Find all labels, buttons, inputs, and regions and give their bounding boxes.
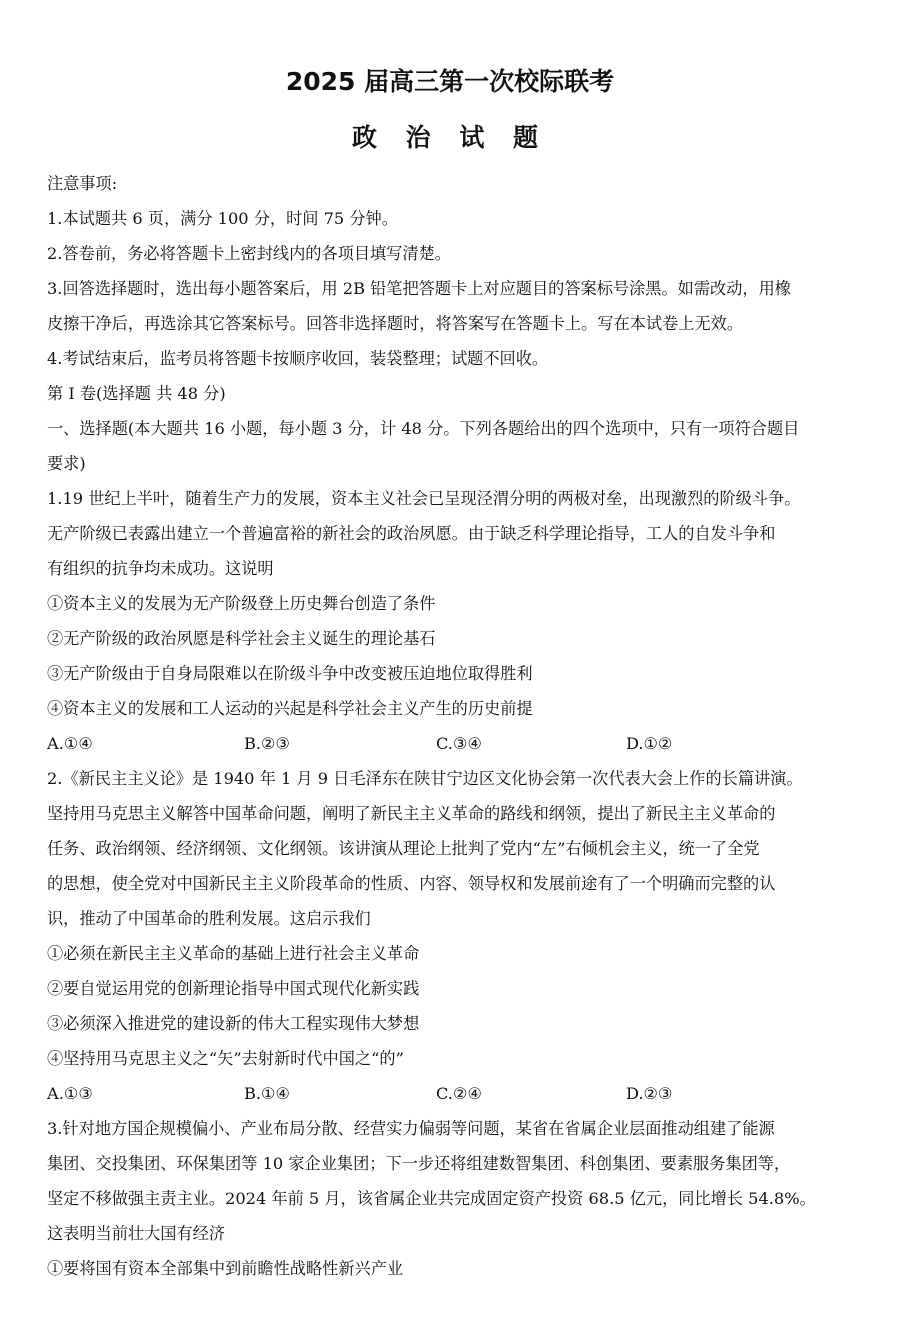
notice-heading: 注意事项:	[47, 174, 118, 193]
question-3-stem: 这表明当前壮大国有经济	[47, 1224, 226, 1243]
section-intro: 一、选择题(本大题共 16 小题，每小题 3 分，计 48 分。下列各题给出的四个选项中，只有一项符合题目	[47, 419, 800, 438]
exam-title: 2025 届高三第一次校际联考	[285, 67, 615, 96]
question-1-option-b: B.②③	[244, 734, 291, 753]
notice-line: 2.答卷前，务必将答题卡上密封线内的各项目填写清楚。	[47, 244, 451, 263]
question-1-stem: 有组织的抗争均未成功。这说明	[47, 559, 274, 578]
question-2-item: ②要自觉运用党的创新理论指导中国式现代化新实践	[47, 979, 420, 998]
question-2-option-b: B.①④	[244, 1084, 291, 1103]
question-2-item: ①必须在新民主主义革命的基础上进行社会主义革命	[47, 944, 420, 963]
question-1-stem: 无产阶级已表露出建立一个普遍富裕的新社会的政治夙愿。由于缺乏科学理论指导，工人的自发斗争和	[47, 524, 776, 543]
question-1-option-a: A.①④	[47, 734, 93, 753]
notice-line: 4.考试结束后，监考员将答题卡按顺序收回，装袋整理；试题不回收。	[47, 349, 549, 368]
question-2-option-d: D.②③	[626, 1084, 673, 1103]
notice-line: 3.回答选择题时，选出每小题答案后，用 2B 铅笔把答题卡上对应题目的答案标号涂黑。如需改动，用橡	[47, 279, 791, 298]
question-1-item: ④资本主义的发展和工人运动的兴起是科学社会主义产生的历史前提	[47, 699, 533, 718]
section-title: 第 I 卷(选择题 共 48 分)	[47, 384, 226, 403]
question-3-stem: 坚定不移做强主责主业。2024 年前 5 月，该省属企业共完成固定资产投资 68.5 亿元，同比增长 54.8%。	[47, 1189, 816, 1208]
section-intro: 要求)	[47, 454, 86, 473]
question-2-option-c: C.②④	[436, 1084, 482, 1103]
question-3-stem: 集团、交投集团、环保集团等 10 家企业集团；下一步还将组建数智集团、科创集团、要素服务集团等，	[47, 1154, 791, 1173]
question-3-stem: 3.针对地方国企规模偏小、产业布局分散、经营实力偏弱等问题，某省在省属企业层面推动组建了能源	[47, 1119, 775, 1138]
question-2-item: ③必须深入推进党的建设新的伟大工程实现伟大梦想	[47, 1014, 420, 1033]
question-2-stem: 2.《新民主主义论》是 1940 年 1 月 9 日毛泽东在陕甘宁边区文化协会第一次代表大会上作的长篇讲演。	[47, 769, 803, 788]
question-3-item: ①要将国有资本全部集中到前瞻性战略性新兴产业	[47, 1259, 404, 1278]
question-1-option-c: C.③④	[436, 734, 482, 753]
question-1-item: ②无产阶级的政治夙愿是科学社会主义诞生的理论基石	[47, 629, 436, 648]
question-2-item: ④坚持用马克思主义之“矢”去射新时代中国之“的”	[47, 1049, 404, 1068]
question-2-option-a: A.①③	[47, 1084, 93, 1103]
notice-line: 皮擦干净后，再选涂其它答案标号。回答非选择题时，将答案写在答题卡上。写在本试卷上无效。	[47, 314, 744, 333]
exam-subtitle: 政 治 试 题	[351, 123, 549, 152]
question-1-item: ①资本主义的发展为无产阶级登上历史舞台创造了条件	[47, 594, 436, 613]
question-1-item: ③无产阶级由于自身局限难以在阶级斗争中改变被压迫地位取得胜利	[47, 664, 533, 683]
question-2-stem: 任务、政治纲领、经济纲领、文化纲领。该讲演从理论上批判了党内“左”右倾机会主义，统一了全党	[47, 839, 760, 858]
question-2-stem: 识，推动了中国革命的胜利发展。这启示我们	[47, 909, 371, 928]
question-2-stem: 坚持用马克思主义解答中国革命问题，阐明了新民主主义革命的路线和纲领，提出了新民主主义革命的	[47, 804, 776, 823]
question-1-option-d: D.①②	[626, 734, 673, 753]
notice-line: 1.本试题共 6 页，满分 100 分，时间 75 分钟。	[47, 209, 398, 228]
question-2-stem: 的思想，使全党对中国新民主主义阶段革命的性质、内容、领导权和发展前途有了一个明确而完整的认	[47, 874, 776, 893]
question-1-stem: 1.19 世纪上半叶，随着生产力的发展，资本主义社会已呈现泾渭分明的两极对垒，出现激烈的阶级斗争。	[47, 489, 801, 508]
